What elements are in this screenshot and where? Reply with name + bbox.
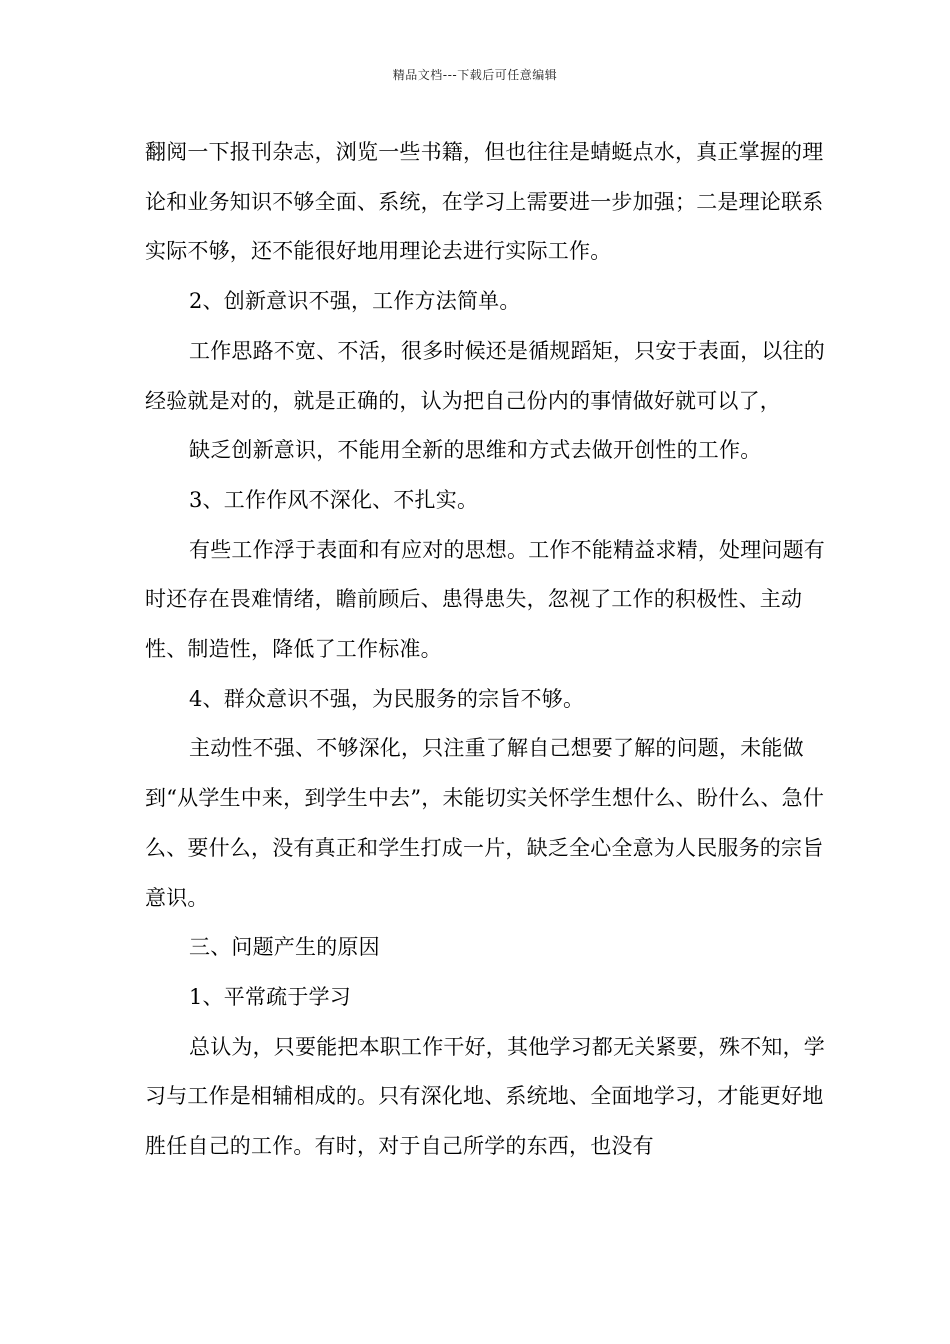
paragraph-7-heading: 4、群众意识不强，为民服务的宗旨不够。	[189, 686, 585, 711]
paragraph-10-heading: 1、平常疏于学习	[189, 984, 351, 1009]
paragraph-11: 总认为，只要能把本职工作干好，其他学习都无关紧要，殊不知，学习与工作是相辅相成的。只有深化地、系统地、全面地学习，才能更好地胜任自己的工作。有时，对于自己所学的东西，也没有	[145, 1034, 825, 1159]
paragraph-6: 有些工作浮于表面和有应对的思想。工作不能精益求精，处理问题有时还存在畏难情绪，瞻前顾后、患得患失，忽视了工作的积极性、主动性、制造性，降低了工作标准。	[145, 537, 825, 662]
paragraph-8: 主动性不强、不够深化，只注重了解自己想要了解的问题，未能做到“从学生中来，到学生中去”，未能切实关怀学生想什么、盼什么、急什么、要什么，没有真正和学生打成一片，缺乏全心全意为人民服务的宗旨意识。	[145, 736, 825, 910]
paragraph-4: 缺乏创新意识，不能用全新的思维和方式去做开创性的工作。	[189, 438, 762, 463]
page-header: 精品文档---下载后可任意编辑	[392, 68, 558, 82]
paragraph-2-heading: 2、创新意识不强，工作方法简单。	[189, 289, 521, 314]
paragraph-5-heading: 3、工作作风不深化、不扎实。	[189, 487, 479, 512]
paragraph-1: 翻阅一下报刊杂志，浏览一些书籍，但也往往是蜻蜓点水，真正掌握的理论和业务知识不够全面、系统，在学习上需要进一步加强；二是理论联系实际不够，还不能很好地用理论去进行实际工作。	[145, 140, 824, 264]
paragraph-3: 工作思路不宽、不活，很多时候还是循规蹈矩，只安于表面，以往的经验就是对的，就是正确的，认为把自己份内的事情做好就可以了，	[145, 338, 825, 413]
document-body	[145, 128, 830, 1172]
section-heading: 三、问题产生的原因	[189, 935, 380, 960]
